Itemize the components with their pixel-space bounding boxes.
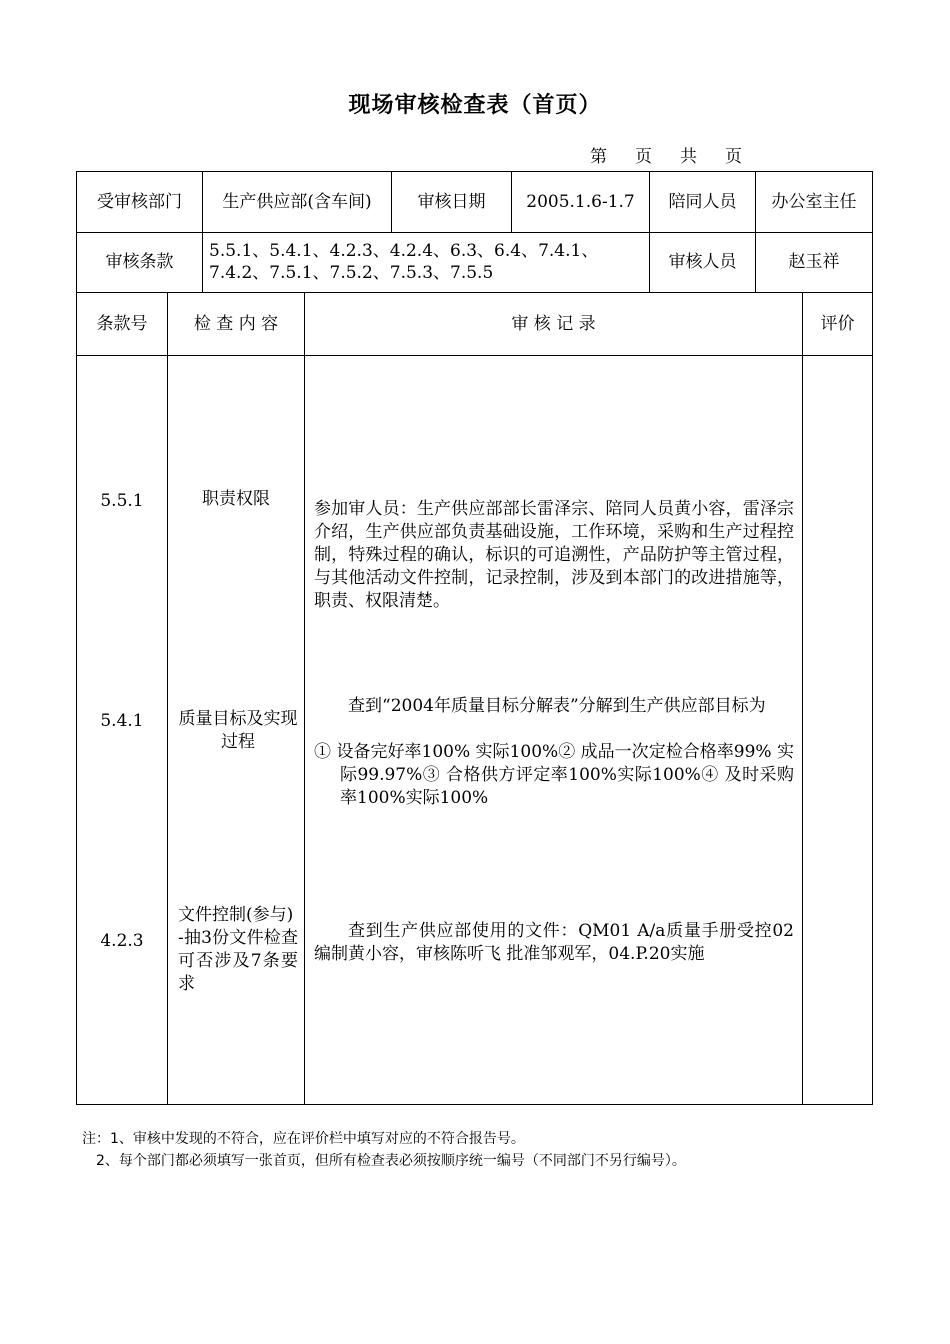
auditor-label: 审核人员 [668,252,737,272]
page-word-1: 第 [590,147,607,167]
clause-value: 5.5.1、5.4.1、4.2.3、4.2.4、6.3、6.4、7.4.1、7.4.2、7.5.1、7.5.2、7.5.3、7.5.5 [209,241,599,283]
row-2-record-intro: 查到“2004年质量目标分解表”分解到生产供应部目标为 [348,696,766,716]
audit-checklist-table [76,171,873,1105]
row-1-clause: 5.5.1 [100,491,144,511]
dept-label: 受审核部门 [97,192,182,212]
row-3-content: 文件控制(参与) -抽3份文件检查可否涉及7条要求 [178,905,298,994]
page-word-2: 页 [635,147,652,167]
note-1: 注：1、审核中发现的不符合，应在评价栏中填写对应的不符合报告号。 [82,1131,525,1147]
row-3-clause: 4.2.3 [100,931,144,951]
row-2-content: 质量目标及实现过程 [178,709,298,752]
column-header-record: 审 核 记 录 [511,313,596,334]
column-header-clause: 条款号 [96,313,148,334]
column-header-content: 检 查 内 容 [193,313,279,334]
accompany-label: 陪同人员 [668,192,737,212]
note-2: 2、每个部门都必须填写一张首页，但所有检查表必须按顺序统一编号（不同部门不另行编号）。 [96,1153,686,1169]
row-2-record-list: ① 设备完好率100% 实际100%② 成品一次定检合格率99% 实际99.97%③ 合格供方评定率100%实际100%④ 及时采购率100%实际100% [314,742,794,808]
page-title: 现场审核检查表（首页） [348,93,602,118]
row-3-record: 查到生产供应部使用的文件：QM01 A/a质量手册受控02编制黄小容，审核陈听飞 批准邹观军，04.P.20实施 [314,921,794,964]
page-number-line [590,142,770,167]
auditor-value: 赵玉祥 [788,252,840,272]
row-1-content: 职责权限 [202,489,270,509]
dept-value: 生产供应部(含车间) [222,192,372,212]
date-label: 审核日期 [417,192,486,212]
column-header-evaluation: 评价 [820,313,855,334]
footnotes [82,1128,686,1172]
date-value: 2005.1.6-1.7 [526,192,635,212]
row-1-record: 参加审人员：生产供应部部长雷泽宗、陪同人员黄小容，雷泽宗介绍，生产供应部负责基础设施，工作环境，采购和生产过程控制，特殊过程的确认，标识的可追溯性，产品防护等主管过程，与其他活动文件控制，记录控制，涉及到本部门的改进措施等，职责、权限清楚。 [314,499,794,611]
page-word-3: 共 [680,147,697,167]
accompany-value: 办公室主任 [771,192,857,212]
evaluation-cell [803,356,872,1105]
row-2-clause: 5.4.1 [100,711,144,731]
clause-label: 审核条款 [105,252,174,272]
page-word-4: 页 [725,147,742,167]
